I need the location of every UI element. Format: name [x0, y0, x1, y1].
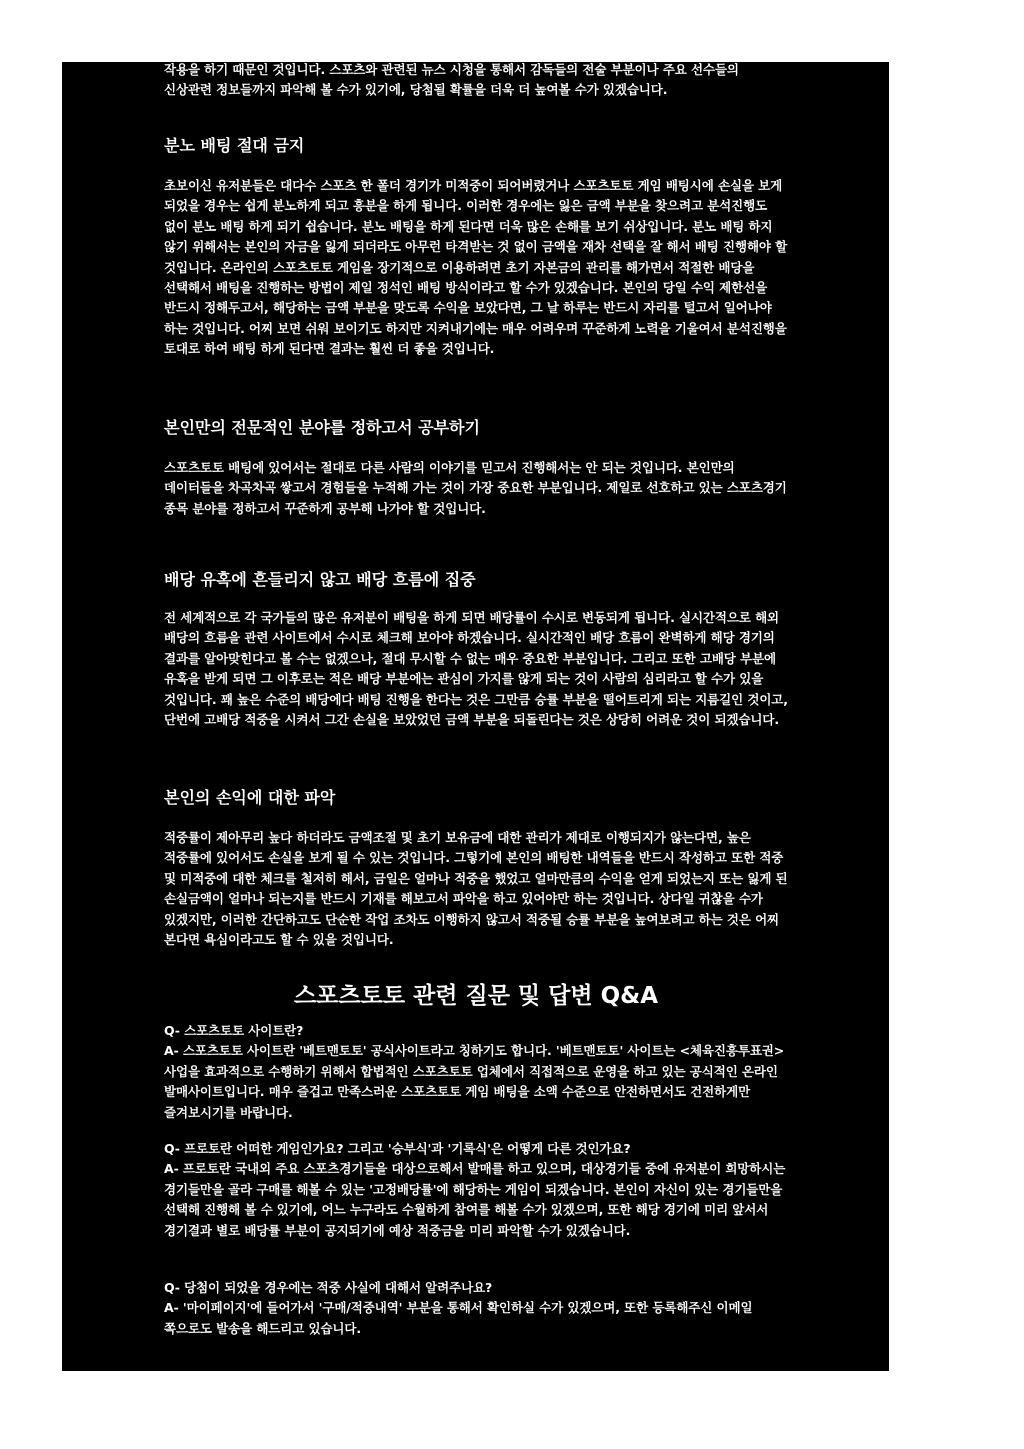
qa-answer — [164, 1041, 788, 1123]
qa-question — [164, 1278, 788, 1298]
question-prefix: Q- — [164, 1023, 180, 1038]
section-heading-odds-flow: 배당 유혹에 흔들리지 않고 배당 흐름에 집중 — [164, 570, 476, 589]
intro-paragraph: 작용을 하기 때문인 것입니다. 스포츠와 관련된 뉴스 시청을 통해서 감독들의 전술 부분이나 주요 선수들의 신상관련 정보들까지 파악해 볼 수가 있기에, 당첨될 확률을 더욱 더 높여볼 수가 있겠습니다. — [164, 62, 739, 98]
question-prefix: Q- — [164, 1280, 180, 1295]
answer-text: 스포츠토토 사이트란 '베트맨토토' 공식사이트라고 칭하기도 합니다. '베트맨토토' 사이트는 <체육진흥투표권> 사업을 효과적으로 수행하기 위해서 합법적인 스포츠토토 업체에서 직접적으로 운영을 하고 있는 공식적인 온라인 발매사이트입니다. 매우 즐겁고 만족스러운 스포츠토토 게임 배팅을 소액 수준으로 안전하면서도 건전하게만 즐겨보시기를 바랍니다. — [164, 1043, 785, 1120]
section-body-anger-betting: 초보이신 유저분들은 대다수 스포츠 한 폴더 경기가 미적중이 되어버렸거나 스포츠토토 게임 배팅시에 손실을 보게 되었을 경우는 쉽게 분노하게 되고 흥분을 하게 됩니다. 이러한 경우에는 잃은 금액 부분을 찾으려고 분석진행도 없이 분노 배팅 하게 되기 쉽습니다. 분노 배팅을 하게 된다면 더욱 많은 손해를 보기 쉬상입니다. 분노 배팅 하지 않기 위해서는 본인의 자금을 잃게 되더라도 아무런 타격받는 것 없이 금액을 재차 선택을 잘 해서 배팅 진행해야 할 것입니다. 온라인의 스포츠토토 게임을 장기적으로 이용하려면 초기 자본금의 관리를 해가면서 적절한 배당을 선택해서 배팅을 진행하는 방법이 제일 정석인 배팅 방식이라고 할 수가 있겠습니다. 본인의 당일 수익 제한선을 반드시 정해두고서, 해당하는 금액 부분을 맞도록 수익을 보았다면, 그 날 하루는 반드시 자리를 털고서 일어나야 하는 것입니다. 어찌 보면 쉬워 보이기도 하지만 지켜내기에는 매우 어려우며 꾸준하게 노력을 기울여서 분석진행을 토대로 하여 배팅 하게 된다면 결과는 훨씬 더 좋을 것입니다. — [164, 178, 788, 357]
qa-item — [164, 1021, 788, 1123]
answer-prefix: A- — [164, 1300, 179, 1316]
document-page — [62, 62, 889, 1371]
section-heading-profit-loss: 본인의 손익에 대한 파악 — [164, 788, 336, 807]
qa-question — [164, 1139, 788, 1159]
answer-text: '마이페이지'에 들어가서 '구매/적중내역' 부분을 통해서 확인하실 수가 있겠으며, 또한 등록해주신 이메일 쪽으로도 발송을 해드리고 있습니다. — [164, 1300, 753, 1336]
section-heading-anger-betting: 분노 배팅 절대 금지 — [164, 136, 305, 155]
section-heading-specialty-study: 본인만의 전문적인 분야를 정하고서 공부하기 — [164, 418, 480, 437]
section-body-specialty-study: 스포츠토토 배팅에 있어서는 절대로 다른 사람의 이야기를 믿고서 진행해서는 안 되는 것입니다. 본인만의 데이터들을 차곡차곡 쌓고서 경험들을 누적해 가는 것이 가장 중요한 부분입니다. 제일로 선호하고 있는 스포츠경기 종목 분야를 정하고서 꾸준하게 공부해 나가야 할 것입니다. — [164, 460, 787, 516]
qa-item — [164, 1278, 788, 1339]
qa-answer — [164, 1298, 788, 1339]
qa-item — [164, 1139, 788, 1241]
answer-prefix: A- — [164, 1161, 179, 1177]
qa-answer — [164, 1159, 788, 1241]
qa-question — [164, 1021, 788, 1041]
section-body-profit-loss: 적중률이 제아무리 높다 하더라도 금액조절 및 초기 보유금에 대한 관리가 제대로 이행되지가 않는다면, 높은 적중률에 있어서도 손실을 보게 될 수 있는 것입니다. 그렇기에 본인의 배팅한 내역들을 반드시 작성하고 또한 적중 및 미적중에 대한 체크를 철저히 해서, 금일은 얼마나 적중을 했었고 얼마만큼의 수익을 얻게 되었는지 또는 잃게 된 손실금액이 얼마나 되는지를 반드시 기재를 해보고서 파악을 하고 있어야만 하는 것입니다. 상다일 귀찮을 수가 있겠지만, 이러한 간단하고도 단순한 작업 조차도 이행하지 않고서 적중될 승률 부분을 높여보려고 하는 것은 어찌 본다면 욕심이라고도 할 수 있을 것입니다. — [164, 830, 788, 948]
question-text: 당첨이 되었을 경우에는 적중 사실에 대해서 알려주나요? — [179, 1280, 493, 1295]
answer-text: 프로토란 국내외 주요 스포츠경기들을 대상으로해서 발매를 하고 있으며, 대상경기들 중에 유저분이 희망하시는 경기들만을 골라 구매를 해볼 수 있는 '고정배당률'에 해당하는 게임이 되겠습니다. 본인이 자신이 있는 경기들만을 선택해 진행해 볼 수 있기에, 어느 누구라도 수월하게 참여를 해볼 수가 있겠으며, 또한 해당 경기에 미리 앞서서 경기결과 별로 배당률 부분이 공지되기에 예상 적중금을 미리 파악할 수가 있겠습니다. — [164, 1161, 786, 1238]
question-prefix: Q- — [164, 1141, 180, 1156]
section-body-odds-flow: 전 세계적으로 각 국가들의 많은 유저분이 배팅을 하게 되면 배당률이 수시로 변동되게 됩니다. 실시간적으로 해외 배당의 흐름을 관련 사이트에서 수시로 체크해 보아야 하겠습니다. 실시간적인 배당 흐름이 완벽하게 해당 경기의 결과를 알아맞힌다고 볼 수는 없겠으나, 절대 무시할 수 없는 매우 중요한 부분입니다. 그리고 또한 고배당 부분에 유혹을 받게 되면 그 이후로는 적은 배당 부분에는 관심이 가지를 않게 되는 것이 사람의 심리라고 할 수가 있을 것입니다. 꽤 높은 수준의 배당에다 배팅 진행을 한다는 것은 그만큼 승률 부분을 떨어트리게 되는 지름길인 것이고, 단번에 고배당 적중을 시켜서 그간 손실을 보았었던 금액 부분을 되돌린다는 것은 상당히 어려운 것이 되겠습니다. — [164, 610, 788, 728]
question-text: 스포츠토토 사이트란? — [179, 1023, 304, 1038]
answer-prefix: A- — [164, 1043, 179, 1059]
question-text: 프로토란 어떠한 게임인가요? 그리고 '승부식'과 '기록식'은 어떻게 다른 것인가요? — [179, 1141, 631, 1156]
qa-title: 스포츠토토 관련 질문 및 답변 Q&A — [293, 983, 659, 1009]
